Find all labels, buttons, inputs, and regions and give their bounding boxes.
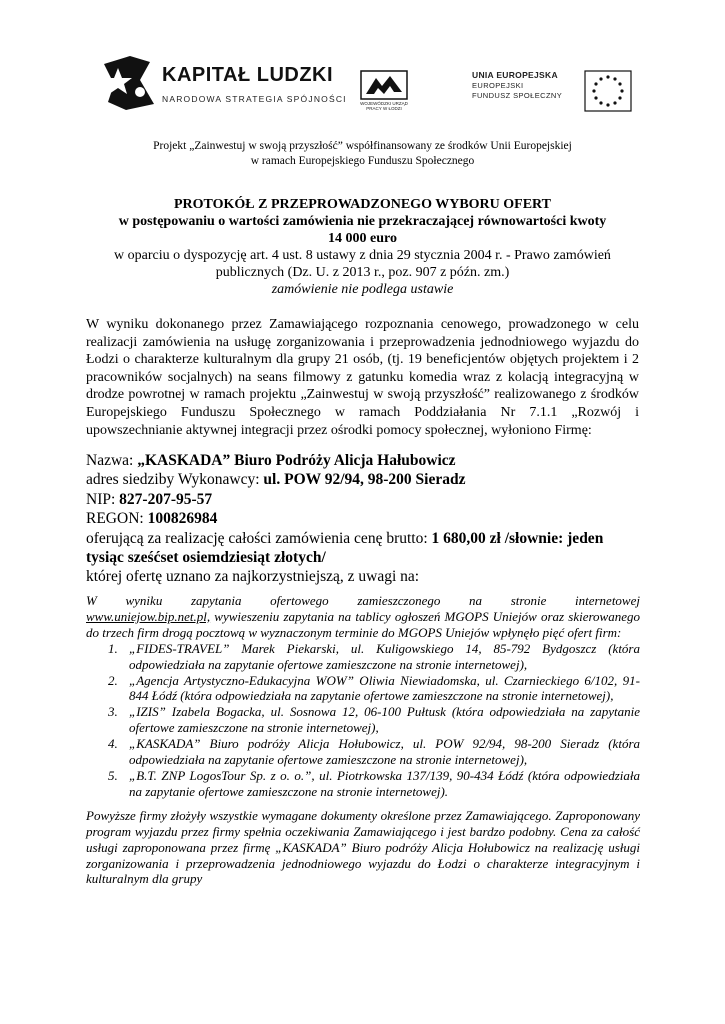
winner-address-row — [86, 470, 646, 489]
closing-paragraph: Powyższe firmy złożyły wszystkie wymagane dokumenty określone przez Zamawiającego. Zaproponowany program wyjazdu przez firmy spełnia oczekiwania Zamawiającego i jest bardzo podobny. Cena za całość usługi zaproponowana przez firmę „KASKADA” Biuro podróży Alicja Hołubowicz na realizację usługi zorganizowania i przeprowadzenia jednodniowego wyjazdu do Łodzi o charakterze integracyjnym i kulturalnym dla grupy — [86, 807, 640, 887]
intro-paragraph: W wyniku dokonanego przez Zamawiającego rozpoznania cenowego, prowadzonego w celu realizacji zamówienia na usługę zorganizowania i przeprowadzenia jednodniowego wyjazdu do Łodzi o charakterze kulturalnym dla grupy 21 osób, (tj. 19 beneficjentów objętych projektem i 2 pracowników socjalnych) na seans filmowy z gatunku komedia wraz z kolacją integracyjną w drodze powrotnej w ramach projektu „Zainwestuj w swoją przyszłość” realizowanego z środków Europejskiego Funduszu Społecznego w ramach Poddziałania Nr 7.1.1 „Rozwój i upowszechnianie aktywnej integracji przez ośrodki pomocy społecznej, wyłoniono Firmę: — [86, 317, 639, 438]
winner-offer-words: tysiąc sześćset osiemdziesiąt złotych/ — [86, 549, 326, 567]
winner-address-label: adres siedziby Wykonawcy: — [86, 471, 264, 489]
legal-basis: w oparciu o dyspozycję art. 4 ust. 8 ustawy z dnia 29 stycznia 2004 r. - Prawo zamówień publicznych (Dz. U. z 2013 r., poz. 907 z późn. zm.) — [114, 248, 611, 280]
winner-offer-price: 1 680,00 zł /słownie: jeden — [431, 529, 604, 547]
winner-reason: której ofertę uznano za najkorzystniejszą, z uwagi na: — [86, 568, 420, 586]
kapital-ludzki-subtitle: NARODOWA STRATEGIA SPÓJNOŚCI — [162, 94, 347, 104]
protocol-subheading: w postępowaniu o wartości zamówienia nie przekraczającej równowartości kwoty — [118, 214, 607, 229]
project-line-1: Projekt „Zainwestuj w swoją przyszłość” współfinansowany ze środków Unii Europejskiej — [153, 140, 572, 152]
winner-offer-row-2 — [86, 548, 646, 567]
winner-nip: 827-207-95-57 — [119, 490, 213, 508]
offers-list — [86, 641, 640, 800]
eu-flag-icon — [584, 70, 632, 112]
ue-title: UNIA EUROPEJSKA — [472, 70, 558, 80]
wup-logo — [358, 70, 410, 122]
justification-lead — [86, 609, 640, 641]
list-item: 4. „KASKADA” Biuro podróży Alicja Hołubowicz, ul. POW 92/94, 98-200 Sieradz (która odpowiedziała na zapytanie ofertowe zamieszczone na stronie internetowej), — [121, 736, 640, 768]
kapital-ludzki-logo — [100, 52, 347, 122]
winner-details — [86, 451, 646, 587]
bip-link[interactable]: www.uniejow.bip.net.pl, — [86, 608, 211, 624]
order-note: zamówienie nie podlega ustawie — [271, 282, 454, 297]
kapital-ludzki-title: KAPITAŁ LUDZKI — [162, 64, 334, 86]
wup-emblem-icon — [360, 70, 408, 100]
justification-lead-text: wywieszeniu zapytania na tablicy ogłoszeń MGOPS Uniejów oraz skierowanego do trzech firm drogą pocztową w wyznaczonym terminie do MGOPS Uniejów wpłynęło pięć ofert firm: — [86, 608, 640, 640]
justification-lead-line: W wyniku zapytania ofertowego zamieszczonego na stronie internetowej — [86, 593, 640, 608]
justification-section — [86, 593, 640, 887]
list-item: 2. „Agencja Artystyczno-Edukacyjna WOW” Oliwia Niewiadomska, ul. Czarnieckiego 6/102, 91-844 Łódź (która odpowiedziała na zapytanie ofertowe zamieszczone na stronie internetowej), — [121, 673, 640, 705]
winner-name: „KASKADA” Biuro Podróży Alicja Hałubowicz — [137, 452, 456, 469]
winner-name-label: Nazwa: — [86, 452, 138, 469]
list-item: 5. „B.T. ZNP LogosTour Sp. z o. o.”, ul. Piotrkowska 137/139, 90-434 Łódź (która odpowiedziała na zapytanie ofertowe zamieszczone na stronie internetowej). — [121, 768, 640, 800]
winner-regon-label: REGON: — [86, 510, 148, 528]
winner-regon: 100826984 — [147, 510, 218, 528]
project-info — [100, 139, 625, 169]
winner-nip-row — [86, 490, 646, 509]
wup-text: WOJEWÓDZKI URZĄD PRACY W ŁODZI — [360, 101, 408, 111]
title-block — [80, 196, 645, 298]
winner-offer-label: oferującą za realizację całości zamówienia cenę brutto: — [86, 529, 432, 547]
ue-line-2: EUROPEJSKI — [472, 81, 524, 90]
ue-line-3: FUNDUSZ SPOŁECZNY — [472, 91, 563, 100]
winner-name-row — [86, 451, 646, 470]
winner-nip-label: NIP: — [86, 490, 120, 508]
protocol-heading: PROTOKÓŁ Z PRZEPROWADZONEGO WYBORU OFERT — [173, 197, 552, 212]
amount: 14 000 euro — [328, 231, 397, 246]
winner-address: ul. POW 92/94, 98-200 Sieradz — [263, 471, 466, 489]
ue-logo — [472, 70, 632, 120]
kapital-ludzki-emblem-icon — [100, 52, 156, 112]
winner-offer-row — [86, 529, 646, 548]
list-item: 3. „IZIS” Izabela Bogacka, ul. Sosnowa 12, 06-100 Pułtusk (która odpowiedziała na zapytanie ofertowe zamieszczone na stronie internetowej), — [121, 704, 640, 736]
winner-regon-row — [86, 509, 646, 528]
list-item: 1. „FIDES-TRAVEL” Marek Piekarski, ul. Kuligowskiego 14, 85-792 Bydgoszcz (która odpowiedziała na zapytanie ofertowe zamieszczone na stronie internetowej), — [121, 641, 640, 673]
project-line-2: w ramach Europejskiego Funduszu Społecznego — [250, 155, 475, 167]
